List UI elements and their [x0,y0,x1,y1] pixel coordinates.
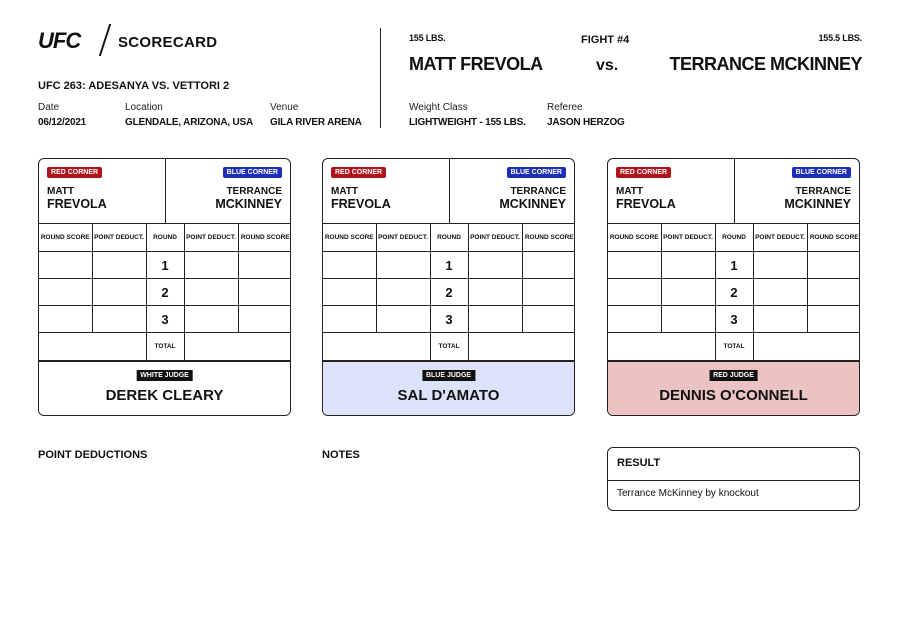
blue-round-score [807,252,860,279]
fight-number: FIGHT #4 [581,34,630,46]
blue-last-name: MCKINNEY [784,197,851,211]
red-round-score [323,252,376,279]
result-text: Terrance McKinney by knockout [617,488,759,499]
result-box [607,447,860,511]
total-label: TOTAL [146,333,184,361]
round-row [608,306,860,333]
venue-value: GILA RIVER ARENA [270,117,362,128]
judge-scorecard [322,158,575,416]
judge-badge: WHITE JUDGE [136,370,193,381]
col-header: POINT DEDUCT. [92,224,146,252]
result-divider [608,480,859,481]
judge-name: DENNIS O'CONNELL [659,387,808,404]
blue-fighter [499,185,566,211]
point-deductions-title: POINT DEDUCTIONS [38,449,148,461]
judge-badge: BLUE JUDGE [422,370,475,381]
location-value: GLENDALE, ARIZONA, USA [125,117,254,128]
round-row [323,306,575,333]
weight-class-value: LIGHTWEIGHT - 155 LBS. [409,117,526,128]
blue-point-deduct [753,279,807,306]
round-row [39,279,291,306]
location-label: Location [125,102,163,113]
round-row [608,279,860,306]
round-row [608,252,860,279]
col-header: ROUND SCORE [522,224,575,252]
blue-corner-badge: BLUE CORNER [223,167,282,178]
score-grid [39,223,291,361]
red-last-name: FREVOLA [47,197,107,211]
header-split [165,159,166,223]
red-round-score [39,306,92,333]
date-value: 06/12/2021 [38,117,87,128]
red-total [608,333,715,361]
blue-total [184,333,291,361]
header-split [449,159,450,223]
blue-round-score [238,279,291,306]
red-point-deduct [92,279,146,306]
blue-fighter [784,185,851,211]
red-point-deduct [92,306,146,333]
ufc-logo: UFC [38,28,81,53]
blue-round-score [522,306,575,333]
total-row [608,333,860,361]
red-point-deduct [661,306,715,333]
round-number: 3 [146,306,184,333]
blue-point-deduct [468,252,522,279]
round-number: 1 [715,252,753,279]
round-row [39,306,291,333]
judge-area [608,361,859,416]
col-header: ROUND [430,224,468,252]
date-label: Date [38,102,60,113]
red-point-deduct [92,252,146,279]
blue-fighter-name: TERRANCE MCKINNEY [669,54,862,74]
total-label: TOTAL [715,333,753,361]
round-number: 2 [146,279,184,306]
red-last-name: FREVOLA [616,197,676,211]
red-point-deduct [661,252,715,279]
col-header: POINT DEDUCT. [468,224,522,252]
red-total [323,333,430,361]
judge-scorecard [607,158,860,416]
card-header [39,159,290,224]
red-point-deduct [661,279,715,306]
blue-fighter [215,185,282,211]
red-round-score [608,306,661,333]
round-number: 2 [430,279,468,306]
card-header [608,159,859,224]
blue-point-deduct [184,306,238,333]
doc-title: SCORECARD [118,34,218,51]
blue-corner-badge: BLUE CORNER [507,167,566,178]
blue-first-name: TERRANCE [795,186,851,197]
red-round-score [39,252,92,279]
blue-first-name: TERRANCE [510,186,566,197]
col-header: ROUND [715,224,753,252]
red-last-name: FREVOLA [331,197,391,211]
blue-total [468,333,575,361]
weight-class-label: Weight Class [409,102,468,113]
notes-title: NOTES [322,449,360,461]
header-divider [380,28,381,128]
red-round-score [323,279,376,306]
blue-last-name: MCKINNEY [499,197,566,211]
logo-divider [99,24,111,56]
blue-point-deduct [753,306,807,333]
judge-name: SAL D'AMATO [397,387,500,404]
red-total [39,333,146,361]
col-header: POINT DEDUCT. [661,224,715,252]
grid-header-row [608,224,860,252]
event-name: UFC 263: ADESANYA VS. VETTORI 2 [38,80,230,92]
red-fighter [47,185,107,211]
col-header: POINT DEDUCT. [184,224,238,252]
red-round-score [608,252,661,279]
referee-value: JASON HERZOG [547,117,625,128]
blue-round-score [522,279,575,306]
red-round-score [608,279,661,306]
total-row [323,333,575,361]
col-header: ROUND SCORE [608,224,661,252]
card-header [323,159,574,224]
blue-round-score [807,279,860,306]
red-fighter [616,185,676,211]
judge-name: DEREK CLEARY [105,387,224,404]
blue-first-name: TERRANCE [226,186,282,197]
red-corner-badge: RED CORNER [47,167,102,178]
vs-label: vs. [596,57,619,74]
red-point-deduct [376,279,430,306]
judge-area [323,361,574,416]
judge-scorecard [38,158,291,416]
score-grid [608,223,860,361]
col-header: ROUND SCORE [238,224,291,252]
total-row [39,333,291,361]
blue-point-deduct [468,306,522,333]
blue-point-deduct [753,252,807,279]
red-round-score [323,306,376,333]
red-round-score [39,279,92,306]
blue-round-score [522,252,575,279]
referee-label: Referee [547,102,583,113]
blue-weight: 155.5 LBS. [818,33,862,43]
venue-label: Venue [270,102,299,113]
grid-header-row [39,224,291,252]
col-header: ROUND SCORE [807,224,860,252]
judge-badge: RED JUDGE [709,370,758,381]
col-header: POINT DEDUCT. [753,224,807,252]
round-row [39,252,291,279]
round-number: 1 [146,252,184,279]
col-header: ROUND SCORE [323,224,376,252]
round-number: 3 [715,306,753,333]
red-first-name: MATT [331,186,359,197]
round-row [323,252,575,279]
col-header: ROUND SCORE [39,224,92,252]
red-first-name: MATT [616,186,644,197]
grid-header-row [323,224,575,252]
col-header: ROUND [146,224,184,252]
blue-total [753,333,860,361]
red-weight: 155 LBS. [409,33,446,43]
red-fighter [331,185,391,211]
total-label: TOTAL [430,333,468,361]
red-corner-badge: RED CORNER [331,167,386,178]
score-grid [323,223,575,361]
blue-last-name: MCKINNEY [215,197,282,211]
blue-round-score [807,306,860,333]
round-number: 1 [430,252,468,279]
blue-point-deduct [184,252,238,279]
red-point-deduct [376,306,430,333]
blue-point-deduct [468,279,522,306]
col-header: POINT DEDUCT. [376,224,430,252]
blue-point-deduct [184,279,238,306]
round-row [323,279,575,306]
blue-round-score [238,252,291,279]
blue-corner-badge: BLUE CORNER [792,167,851,178]
red-first-name: MATT [47,186,75,197]
red-fighter-name: MATT FREVOLA [409,54,543,74]
judge-area [39,361,290,416]
result-title: RESULT [617,457,661,469]
round-number: 3 [430,306,468,333]
red-corner-badge: RED CORNER [616,167,671,178]
header-split [734,159,735,223]
red-point-deduct [376,252,430,279]
blue-round-score [238,306,291,333]
round-number: 2 [715,279,753,306]
